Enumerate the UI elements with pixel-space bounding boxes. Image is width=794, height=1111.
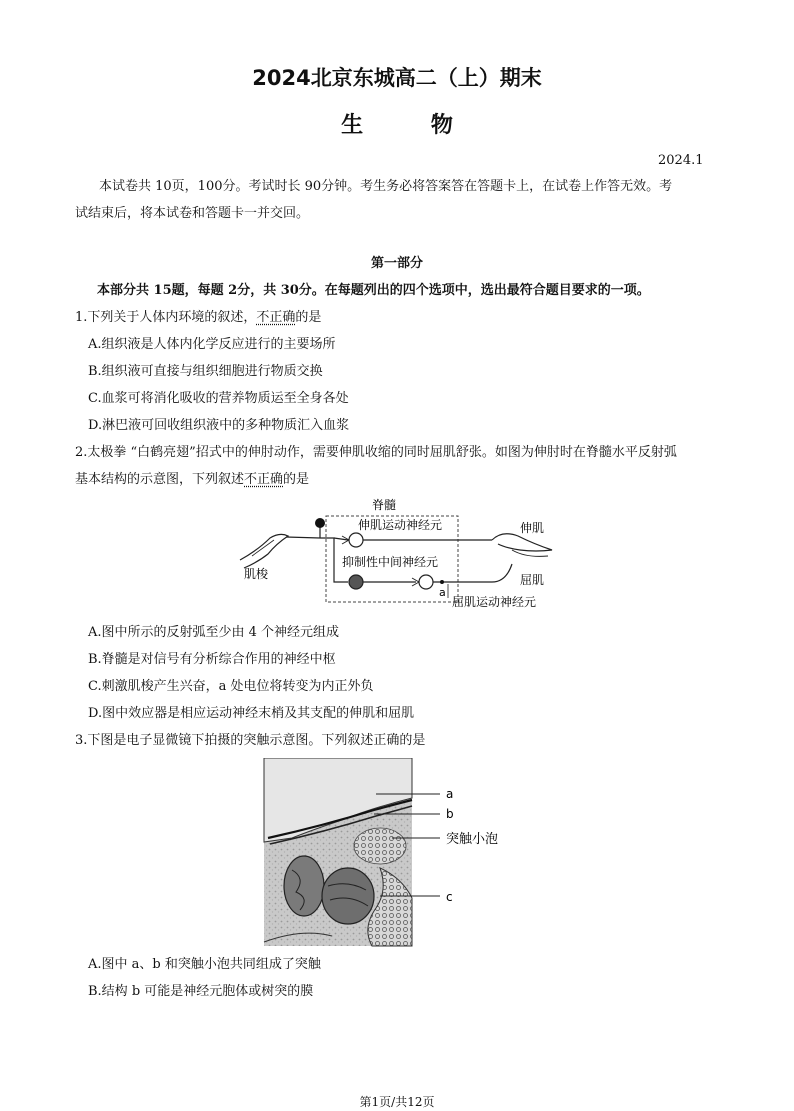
label-inhibitory-neuron: 抑制性中间神经元: [342, 555, 439, 569]
question-3-option-b: B.结构 b 可能是神经元胞体或树突的膜: [88, 984, 314, 999]
label-a: a: [446, 787, 454, 801]
label-b: b: [446, 807, 454, 821]
instructions-line-2: 试结束后，将本试卷和答题卡一并交回。: [75, 206, 310, 221]
question-1-option-d: D.淋巴液可回收组织液中的多种物质汇入血浆: [88, 418, 350, 433]
sensory-cell-body: [315, 518, 325, 528]
muscle-spindle-shape: [240, 534, 288, 568]
inhibitory-interneuron-body: [349, 575, 363, 589]
reflex-arc-figure: [230, 492, 560, 612]
question-1-option-b: B.组织液可直接与组织细胞进行物质交换: [88, 364, 323, 379]
subject-title: 生 物: [341, 113, 483, 138]
question-2-stem-line-1: 2.太极拳 “白鹤亮翅”招式中的伸肘动作，需要伸肌收缩的同时屈肌舒张。如图为伸肘时在脊髓水平反射弧: [75, 445, 677, 460]
question-2-option-a: A.图中所示的反射弧至少由 4 个神经元组成: [88, 625, 340, 640]
extensor-neuron-body: [349, 533, 363, 547]
flexor-motor-fiber: [433, 564, 512, 582]
muscle-spindle-fiber: [252, 540, 274, 556]
flexor-neuron-body: [419, 575, 433, 589]
question-2-option-c: C.刺激肌梭产生兴奋，a 处电位将转变为内正外负: [88, 679, 374, 694]
instructions-line-1: 本试卷共 10页，100分。考试时长 90分钟。考生务必将答案答在答题卡上，在试卷上作答无效。考: [99, 179, 673, 194]
question-2-stem-prefix: 基本结构的示意图，下列叙述: [75, 472, 245, 487]
question-2-emphasis: 不正确: [244, 472, 284, 487]
label-extensor-neuron: 伸肌运动神经元: [358, 518, 443, 532]
question-2-stem-line-2: [75, 471, 309, 489]
question-2-option-b: B.脊髓是对信号有分析综合作用的神经中枢: [88, 652, 336, 667]
label-muscle-spindle: 肌梭: [243, 567, 269, 581]
question-2-option-d: D.图中效应器是相应运动神经末梢及其支配的伸肌和屈肌: [88, 706, 415, 721]
question-1-stem: [75, 309, 321, 327]
question-3-option-a: A.图中 a、b 和突触小泡共同组成了突触: [88, 957, 321, 972]
question-1-option-c: C.血浆可将消化吸收的营养物质运至全身各处: [88, 391, 349, 406]
mitochondrion-1: [284, 856, 324, 916]
page-footer: 第1页/共12页: [359, 1095, 435, 1109]
label-flexor: 屈肌: [520, 573, 545, 587]
sensory-fiber: [286, 537, 320, 538]
extensor-muscle-shape: [492, 534, 552, 551]
label-spinal-cord: 脊髓: [371, 498, 397, 512]
question-2-stem-suffix: 的是: [283, 472, 310, 487]
label-extensor: 伸肌: [520, 521, 545, 535]
question-3-stem: 3.下图是电子显微镜下拍摄的突触示意图。下列叙述正确的是: [75, 733, 426, 748]
label-vesicle: 突触小泡: [446, 832, 499, 847]
question-1-stem-prefix: 1.下列关于人体内环境的叙述，: [75, 310, 257, 325]
point-a-marker: [440, 580, 444, 584]
mitochondrion-2: [322, 868, 374, 924]
question-1-emphasis: 不正确: [256, 310, 296, 325]
part-note: 本部分共 15题，每题 2分，共 30分。在每题列出的四个选项中，选出最符合题目要求的一项。: [97, 283, 650, 298]
question-1-stem-suffix: 的是: [295, 310, 322, 325]
label-flexor-neuron: 屈肌运动神经元: [452, 595, 537, 609]
label-c: c: [446, 890, 453, 904]
question-1-option-a: A.组织液是人体内化学反应进行的主要场所: [88, 337, 336, 352]
label-point-a: a: [439, 586, 446, 599]
vesicle-cluster: [354, 828, 406, 864]
exam-date: 2024.1: [658, 153, 704, 168]
synapse-micrograph-figure: [262, 758, 522, 948]
exam-title: 2024北京东城高二（上）期末: [252, 66, 542, 90]
part-heading: 第一部分: [370, 256, 423, 271]
